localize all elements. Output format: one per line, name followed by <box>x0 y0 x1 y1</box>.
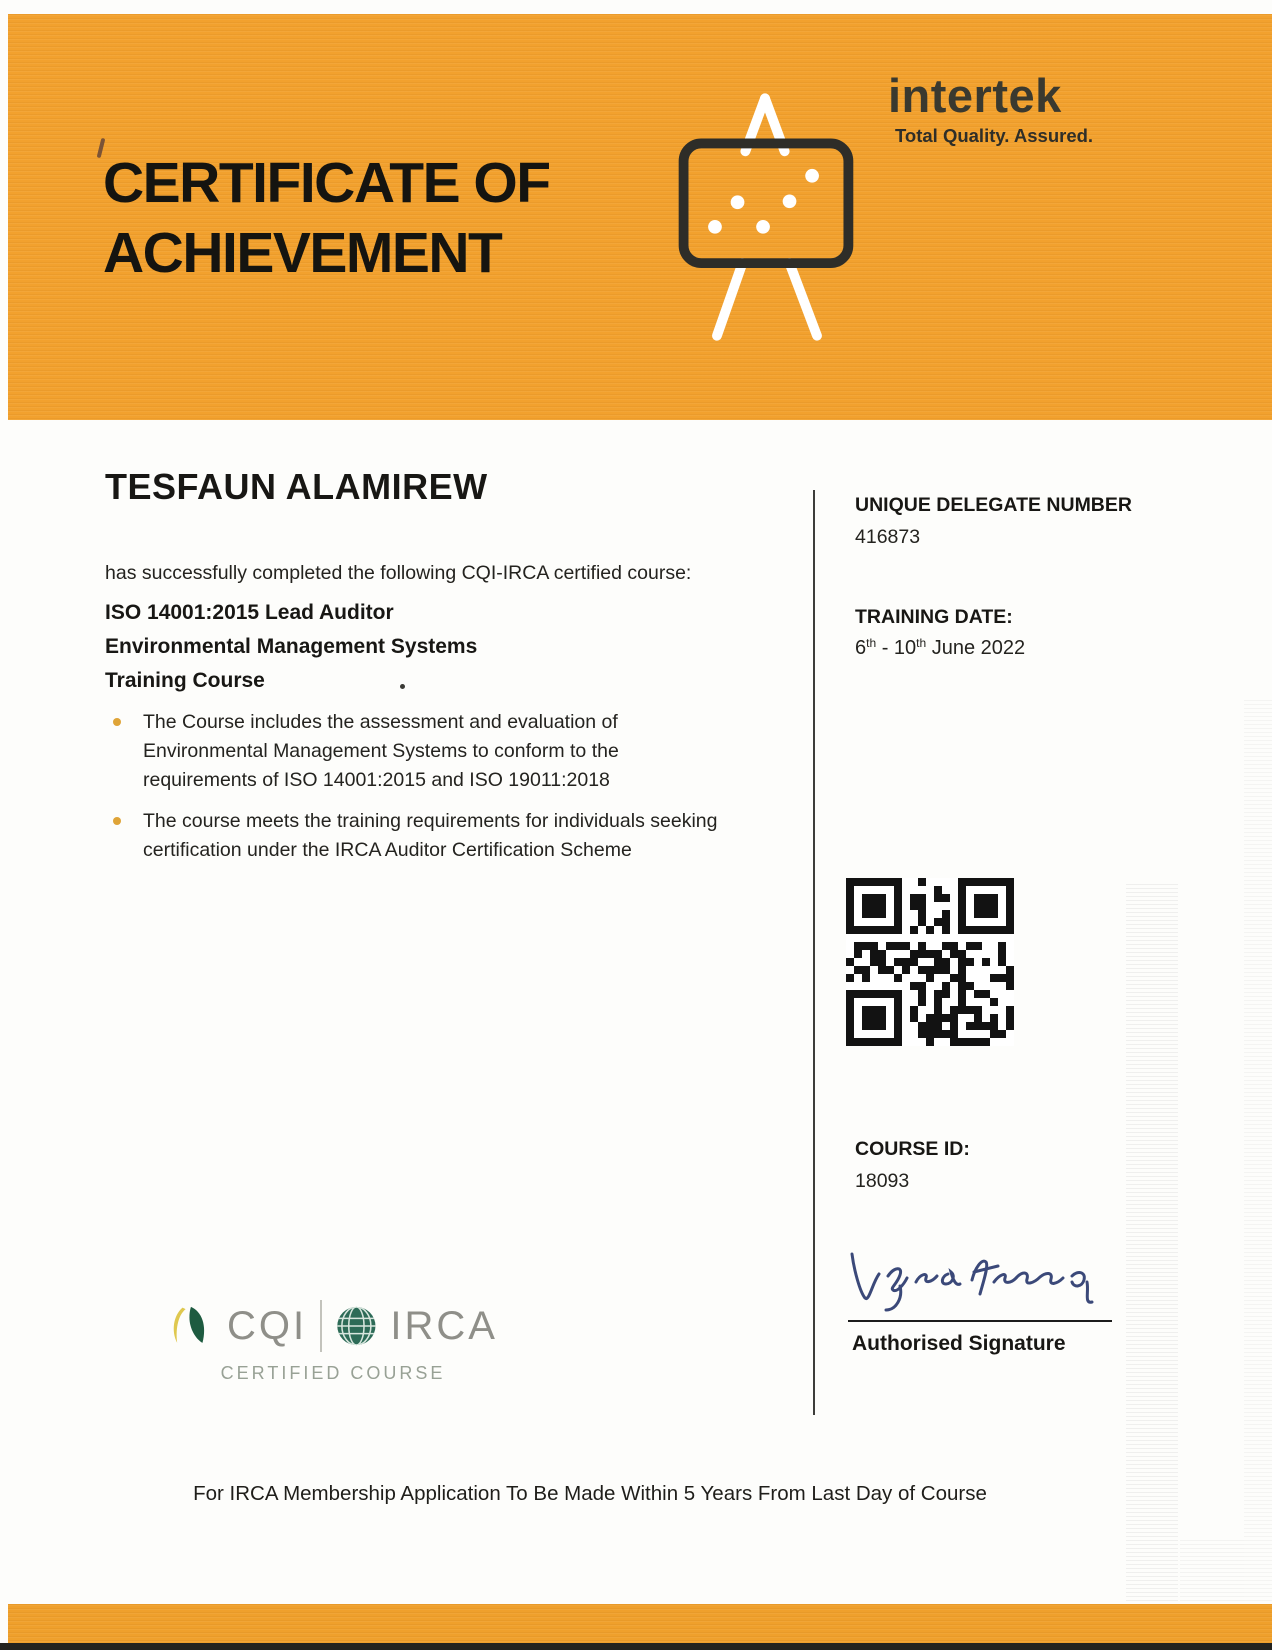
signature-scribble <box>838 1246 1118 1312</box>
bullet-text: The course meets the training requirements for individuals seeking certification under the IRCA Auditor Certification Scheme <box>143 810 718 861</box>
course-id-value: 18093 <box>855 1170 910 1192</box>
stray-dot-artifact <box>400 684 405 689</box>
course-title-line3: Training Course <box>105 669 265 692</box>
course-title-line1: ISO 14001:2015 Lead Auditor <box>105 601 394 624</box>
globe-icon <box>335 1299 378 1353</box>
certified-course-caption: CERTIFIED COURSE <box>220 1363 446 1383</box>
intertek-tagline: Total Quality. Assured. <box>895 125 1094 146</box>
bullet-dot-icon <box>113 817 121 825</box>
date-sup2: th <box>916 636 927 650</box>
date-sup1: th <box>866 636 877 650</box>
cqi-leaves-icon <box>168 1299 214 1353</box>
scan-texture <box>1126 884 1178 1644</box>
cqi-irca-logo-row <box>168 1298 498 1354</box>
qr-code <box>846 878 1014 1046</box>
scan-texture <box>1244 700 1272 1644</box>
cqi-irca-badge <box>168 1298 498 1384</box>
scan-texture <box>1180 1540 1244 1604</box>
certificate-title-line1: CERTIFICATE OF <box>103 151 550 215</box>
course-id-label: COURSE ID: <box>855 1138 970 1160</box>
cqi-label: CQI <box>226 1304 308 1348</box>
delegate-number-value: 416873 <box>855 526 921 548</box>
intertek-wordmark: intertek <box>888 69 1062 122</box>
recipient-name: TESFAUN ALAMIREW <box>105 466 488 507</box>
authorised-signature-label: Authorised Signature <box>852 1332 1066 1355</box>
course-bullet-list <box>113 708 733 877</box>
training-date-value <box>855 637 1025 660</box>
date-day1: 6 <box>855 637 867 659</box>
bullet-item <box>113 807 733 865</box>
course-title <box>105 596 477 698</box>
scan-edge <box>0 1643 1272 1650</box>
bullet-item <box>113 708 733 795</box>
badge-divider <box>320 1300 322 1352</box>
course-title-line2: Environmental Management Systems <box>105 635 478 658</box>
certificate-title <box>103 148 663 288</box>
bottom-band <box>8 1604 1272 1644</box>
delegate-number-label: UNIQUE DELEGATE NUMBER <box>855 494 1132 516</box>
date-day2: 10 <box>893 637 917 659</box>
signature-line <box>848 1320 1112 1322</box>
certificate-title-line2: ACHIEVEMENT <box>103 221 502 285</box>
column-divider <box>813 490 815 1415</box>
course-intro: has successfully completed the following CQI-IRCA certified course: <box>105 562 692 584</box>
bullet-dot-icon <box>113 718 121 726</box>
date-sep: - <box>876 637 894 659</box>
irca-label: IRCA <box>390 1304 498 1348</box>
date-rest: June 2022 <box>926 637 1026 659</box>
presentation-easel-icon <box>662 92 868 342</box>
footer-note: For IRCA Membership Application To Be Made Within 5 Years From Last Day of Course <box>193 1482 987 1505</box>
intertek-logo <box>888 70 1218 147</box>
bullet-text: The Course includes the assessment and evaluation of Environmental Management Systems to conform to the requirements of ISO 14001:2015 and ISO 19011:2018 <box>143 711 619 791</box>
qr-code-wrap <box>846 878 1014 1046</box>
training-date-label: TRAINING DATE: <box>855 606 1013 628</box>
